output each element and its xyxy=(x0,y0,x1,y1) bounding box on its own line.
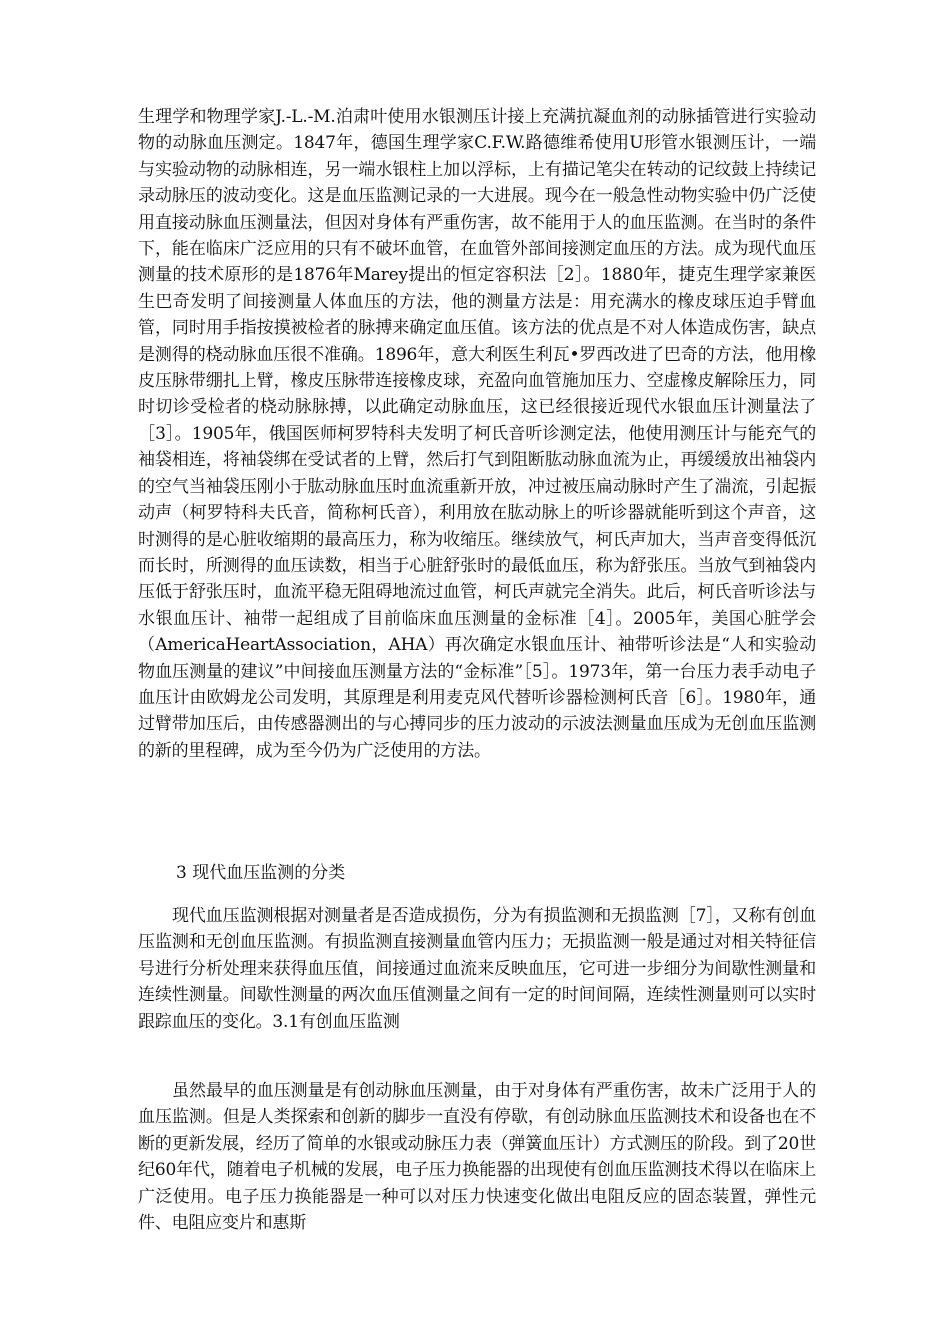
section-heading: 3 现代血压监测的分类 xyxy=(176,863,346,883)
body-paragraph-classification: 现代血压监测根据对测量者是否造成损伤，分为有损监测和无损监测［7］，又称有创血压监测和无创血压监测。有损监测直接测量血管内压力；无损监测一般是通过对相关特征信号进行分析处理来获得血压值，间接通过血流来反映血压，它可进一步细分为间歇性测量和连续性测量。间歇性测量的两次血压值测量之间有一定的时间间隔，连续性测量则可以实时跟踪血压的变化。3.1有创血压监测 xyxy=(138,906,816,1032)
body-paragraph-history: 生理学和物理学家J.-L.-M.泊肃叶使用水银测压计接上充满抗凝血剂的动脉插管进行实验动物的动脉血压测定。1847年，德国生理学家C.F.W.路德维希使用U形管水银测压计，一端与实验动物的动脉相连，另一端水银柱上加以浮标，上有描记笔尖在转动的记纹鼓上持续记录动脉压的波动变化。这是血压监测记录的一大进展。现今在一般急性动物实验中仍广泛使用直接动脉血压测量法，但因对身体有严重伤害，故不能用于人的血压监测。在当时的条件下，能在临床广泛应用的只有不破坏血管，在血管外部间接测定血压的方法。成为现代血压测量的技术原形的是1876年Marey提出的恒定容积法［2］。1880年，捷克生理学家兼医生巴奇发明了间接测量人体血压的方法，他的测量方法是：用充满水的橡皮球压迫手臂血管，同时用手指按摸被检者的脉搏来确定血压值。该方法的优点是不对人体造成伤害，缺点是测得的桡动脉血压很不准确。1896年，意大利医生利瓦•罗西改进了巴奇的方法，他用橡皮压脉带绷扎上臂，橡皮压脉带连接橡皮球，充盈向血管施加压力、空虚橡皮解除压力，同时切诊受检者的桡动脉脉搏，以此确定动脉血压，这已经很接近现代水银血压计测量法了［3］。1905年，俄国医师柯罗特科夫发明了柯氏音听诊测定法，他使用测压计与能充气的袖袋相连，将袖袋绑在受试者的上臂，然后打气到阻断肱动脉血流为止，再缓缓放出袖袋内的空气当袖袋压刚小于肱动脉血压时血流重新开放，冲过被压扁动脉时产生了湍流，引起振动声（柯罗特科夫氏音，简称柯氏音），利用放在肱动脉上的听诊器就能听到这个声音，这时测得的是心脏收缩期的最高压力，称为收缩压。继续放气，柯氏声加大，当声音变得低沉而长时，所测得的血压读数，相当于心脏舒张时的最低血压，称为舒张压。当放气到袖袋内压低于舒张压时，血流平稳无阻碍地流过血管，柯氏声就完全消失。此后，柯氏音听诊法与水银血压计、袖带一起组成了目前临床血压测量的金标准［4］。2005年，美国心脏学会（AmericaHeartAssociation，AHA）再次确定水银血压计、袖带听诊法是“人和实验动物血压测量的建议”中间接血压测量方法的“金标准”［5］。1973年，第一台压力表手动电子血压计由欧姆龙公司发明，其原理是利用麦克风代替听诊器检测柯氏音［6］。1980年，通过臂带加压后，由传感器测出的与心搏同步的压力波动的示波法测量血压成为无创血压监测的新的里程碑，成为至今仍为广泛使用的方法。 xyxy=(138,107,816,761)
body-paragraph-invasive: 虽然最早的血压测量是有创动脉血压测量，由于对身体有严重伤害，故未广泛用于人的血压监测。但是人类探索和创新的脚步一直没有停歇，有创动脉血压监测技术和设备也在不断的更新发展，经历了简单的水银或动脉压力表（弹簧血压计）方式测压的阶段。到了20世纪60年代，随着电子机械的发展，电子压力换能器的出现使有创血压监测技术得以在临床上广泛使用。电子压力换能器是一种可以对压力快速变化做出电阻反应的固态装置，弹性元件、电阻应变片和惠斯 xyxy=(138,1081,816,1234)
